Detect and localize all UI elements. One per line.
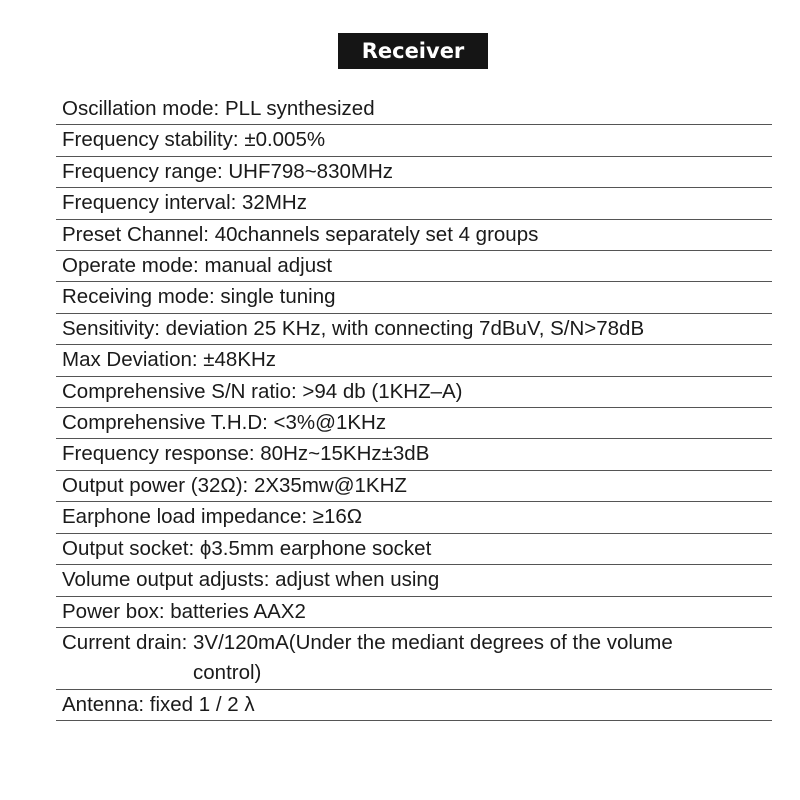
spec-value: 80Hz~15KHz±3dB [260,442,430,466]
spec-row-frequency-range [56,157,772,188]
spec-label: Frequency range: [62,159,229,183]
spec-label: Preset Channel: [62,222,215,246]
spec-value: ϕ3.5mm earphone socket [199,536,432,560]
spec-value: 40channels separately set 4 groups [214,222,539,246]
spec-row-operate-mode [56,251,772,282]
spec-row-oscillation-mode [56,94,772,125]
spec-label: Current drain: [62,630,194,654]
spec-value: ≥16Ω [312,505,363,529]
spec-value: 32MHz [242,191,307,215]
spec-row-output-socket [56,534,772,565]
spec-label: Operate mode: [62,254,205,278]
spec-row-frequency-stability [56,125,772,156]
spec-row-sn-ratio [56,377,772,408]
spec-label: Frequency interval: [62,191,243,215]
spec-label: Output socket: [62,536,200,560]
spec-row-sensitivity [56,314,772,345]
spec-value: <3%@1KHz [273,411,387,435]
spec-value: 3V/120mA(Under the mediant degrees of the volume control) [193,630,673,685]
spec-label: Frequency response: [62,442,261,466]
spec-value: fixed 1 / 2 λ [149,692,255,716]
spec-row-max-deviation [56,345,772,376]
spec-value: adjust when using [275,568,440,592]
spec-label: Max Deviation: [62,348,204,372]
spec-label: Receiving mode: [62,285,221,309]
spec-value: UHF798~830MHz [228,159,394,183]
spec-value: deviation 25 KHz, with connecting 7dBuV, S/N>78dB [165,316,645,340]
spec-row-power-box [56,597,772,628]
spec-row-current-drain [56,628,772,690]
spec-label: Output power (32Ω): [62,473,254,497]
spec-label: Antenna: [62,692,150,716]
spec-value: single tuning [220,285,336,309]
spec-value: PLL synthesized [224,97,375,120]
spec-row-antenna [56,690,772,721]
spec-label: Frequency stability: [62,128,245,152]
spec-row-preset-channel [56,220,772,251]
spec-row-receiving-mode [56,282,772,313]
spec-value: 2X35mw@1KHZ [253,473,407,497]
spec-row-earphone-impedance [56,502,772,533]
spec-row-thd [56,408,772,439]
spec-row-output-power [56,471,772,502]
spec-label: Sensitivity: [62,316,166,340]
spec-row-frequency-response [56,439,772,470]
spec-label: Power box: [62,599,171,623]
receiver-title: Receiver [338,33,488,69]
spec-value: manual adjust [204,254,333,278]
spec-label: Oscillation mode: [62,97,225,120]
spec-value: ±0.005% [244,128,326,152]
spec-value: ±48KHz [203,348,277,372]
spec-label: Comprehensive T.H.D: [62,411,274,435]
spec-value: >94 db (1KHZ–A) [302,379,463,403]
spec-label: Volume output adjusts: [62,568,276,592]
spec-row-frequency-interval [56,188,772,219]
spec-list [56,94,772,721]
spec-label: Comprehensive S/N ratio: [62,379,303,403]
spec-value: batteries AAX2 [170,599,306,623]
spec-label: Earphone load impedance: [62,505,313,529]
spec-row-volume-output [56,565,772,596]
